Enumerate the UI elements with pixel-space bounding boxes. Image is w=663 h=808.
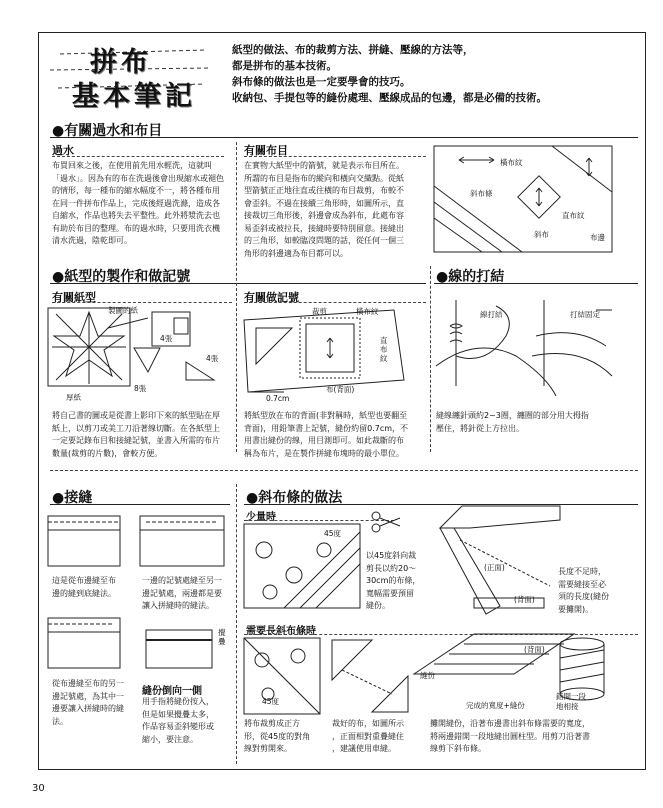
sewing-cap3 bbox=[52, 678, 124, 728]
section-heading-sewing: ●接縫 bbox=[52, 490, 93, 506]
label-allowance: 0.7cm bbox=[266, 394, 290, 403]
text-line: 裁好的布，如圖所示 bbox=[332, 719, 404, 728]
text-line: 攤開縫份，沿著布邊書出斜布條需要的寬度， bbox=[430, 719, 590, 728]
label-weft-2: 橫布紋 bbox=[356, 307, 379, 316]
sewing-diagrams bbox=[48, 510, 230, 570]
label-warp-2: 直布紋 bbox=[380, 336, 388, 363]
intro-line: 紙型的做法、布的裁剪方法、拼縫、壓線的方法等， bbox=[232, 44, 474, 56]
text-line: 布買回來之後，在使用前先用水輕洗，這就叫 bbox=[52, 161, 212, 170]
intro-text bbox=[232, 42, 632, 106]
label-front: (正面) bbox=[484, 563, 505, 572]
subheading-marking: 有關做記號 bbox=[244, 291, 299, 304]
label-knot-fix: 打結固定 bbox=[570, 310, 600, 319]
text-line: 這是從布邊縫至布 bbox=[52, 576, 116, 585]
bias-square-fabric bbox=[244, 638, 324, 716]
label-warp: 直布紋 bbox=[562, 211, 585, 220]
text-line: ，建議使用車縫。 bbox=[332, 744, 396, 753]
intro-line: 收納包、手提包等的縫份處理、壓線成品的包邊，都是必備的技術。 bbox=[232, 92, 547, 104]
grain-text bbox=[244, 160, 404, 260]
label-weft: 橫布紋 bbox=[500, 158, 523, 167]
text-line: 易歪斜或被拉長，接縫時要特別留意。接縫出 bbox=[244, 223, 404, 233]
bias-cap1 bbox=[366, 550, 420, 613]
template-text bbox=[52, 410, 220, 460]
column-divider bbox=[430, 266, 431, 452]
label-45deg: 45度 bbox=[324, 529, 342, 538]
text-line: 作品容易歪斜變形或 bbox=[142, 722, 214, 731]
text-line: 壓住，將針從上方拉出。 bbox=[436, 423, 524, 433]
text-line: 將兩邊錯開一段地縫出圓柱型。用剪刀沿著書 bbox=[430, 731, 590, 741]
subheading-grain: 有關布目 bbox=[244, 144, 288, 157]
divider bbox=[244, 302, 426, 303]
label-overlap: 攪疊 bbox=[218, 628, 226, 646]
scissors-icon bbox=[370, 508, 410, 538]
text-line: 的三角形，如較臨沒問題的話，從任何一個三 bbox=[244, 236, 404, 245]
label-8-pieces: 8張 bbox=[134, 384, 147, 393]
section-separator bbox=[50, 470, 638, 471]
soaking-text bbox=[52, 160, 224, 248]
section-heading-knot: ●線的打結 bbox=[436, 269, 505, 285]
bias-cap4 bbox=[332, 718, 404, 756]
label-allowance-2: 縫份 bbox=[420, 671, 435, 680]
text-line: 紙上，以剪刀或美工刀沿著線切斷。在各紙型上 bbox=[52, 423, 220, 433]
label-back-2: (背面) bbox=[524, 645, 545, 654]
text-line: 地相接 bbox=[556, 702, 579, 711]
text-line: 邊的縫到底縫法。 bbox=[52, 588, 116, 598]
text-line: 清水洗過，陰乾即可。 bbox=[52, 236, 132, 245]
text-line: 在同一件拼布作品上，完成後經過洗滌，造成各 bbox=[52, 198, 220, 208]
text-line: 自縮水，作品也將失去平整性。此外將漿洗去也 bbox=[52, 211, 220, 220]
text-line: 稱為布片，是在製作拼縫布塊時的最小單位。 bbox=[244, 448, 404, 458]
text-line: 讓入拼縫時的縫法。 bbox=[142, 601, 214, 610]
bias-triangles bbox=[332, 640, 412, 716]
text-line: 須的長度(縫份 bbox=[558, 592, 610, 601]
label-45deg-2: 45度 bbox=[262, 697, 280, 706]
text-line: 邊記號處，兩邊都是要 bbox=[142, 588, 222, 598]
text-line: 數量(裁剪的片數)，會較方便。 bbox=[52, 448, 163, 458]
column-divider bbox=[236, 484, 237, 764]
text-line: 接裁切三角形後，斜邊會成為斜布，此處布容 bbox=[244, 211, 404, 220]
text-line: 所謂的布目是指布的縱向和橫向交織點。從紙 bbox=[244, 173, 404, 183]
label-drawing-paper: 製圖的紙 bbox=[108, 306, 138, 315]
text-line: 錯開一段 bbox=[556, 692, 586, 701]
text-line: 線對剪開來。 bbox=[244, 744, 292, 753]
text-line: 形，從45度的對角 bbox=[244, 731, 311, 741]
sewing-diagrams-2 bbox=[48, 612, 230, 672]
divider bbox=[52, 156, 224, 157]
bias-fabric-small bbox=[244, 520, 364, 610]
subheading-soaking: 過水 bbox=[52, 144, 74, 157]
divider bbox=[52, 302, 232, 303]
text-line: 長度不足時， bbox=[558, 567, 606, 576]
sewing-cap4 bbox=[142, 696, 214, 746]
text-line: 線剪下斜布條。 bbox=[430, 744, 486, 753]
text-line: ，正面相對重疊縫住 bbox=[332, 731, 404, 741]
text-line: 用手指將縫份按入， bbox=[142, 697, 214, 706]
intro-line: 斜布條的做法也是一定要學會的技巧。 bbox=[232, 76, 411, 88]
title-block bbox=[50, 40, 210, 112]
label-4-pieces-2: 4張 bbox=[206, 354, 219, 363]
label-offset bbox=[556, 692, 586, 712]
intro-line: 都是拼布的基本技術。 bbox=[232, 60, 337, 72]
text-line: 邊要讓入拼縫時的縫 bbox=[52, 704, 124, 713]
label-selvage: 布邊 bbox=[590, 233, 605, 242]
section-heading-bias: ●斜布條的做法 bbox=[246, 490, 343, 506]
text-line: 一邊的記號處縫至另一 bbox=[142, 576, 222, 585]
text-line: 在實物大紙型中的箭號，就是表示布目所在。 bbox=[244, 161, 404, 170]
text-line: 「過水」。因為有的布在洗過後會出現縮水或褪色 bbox=[52, 173, 224, 183]
section-heading-soaking: ●有關過水和布目 bbox=[52, 123, 163, 139]
label-bias: 斜布 bbox=[534, 230, 549, 239]
text-line: 但是如果攪疊太多， bbox=[142, 709, 214, 719]
label-thick-paper: 厚紙 bbox=[66, 393, 81, 402]
text-line: 背面)，用鉛筆書上記號，縫份約留0.7cm，不 bbox=[244, 423, 409, 433]
text-line: 角形的斜邊適為布目都可以。 bbox=[244, 248, 348, 258]
subheading-press-side: 縫份倒向一側 bbox=[142, 686, 202, 697]
bias-join-diagram bbox=[440, 506, 560, 616]
text-line: 需要縫接至必 bbox=[558, 579, 606, 589]
label-4-pieces: 4張 bbox=[160, 334, 173, 343]
label-cut: 裁剪 bbox=[312, 307, 327, 316]
text-line: 將布裁剪成正方 bbox=[244, 719, 300, 728]
text-line: 會歪斜。不過在接續三角形時，如圖所示，直 bbox=[244, 198, 404, 208]
text-line: 從布邊縫至布的另一 bbox=[52, 679, 124, 688]
text-line: 寬幅需要預留 bbox=[366, 588, 414, 598]
label-back: (背面) bbox=[514, 595, 535, 604]
marking-text bbox=[244, 410, 408, 460]
text-line: 用書出縫份的線，用目測即可。如此裁斷的布 bbox=[244, 436, 404, 445]
text-line: 將自己書的圖或是從書上影印下來的紙型貼在厚 bbox=[52, 411, 220, 420]
section-heading-template: ●紙型的製作和做記號 bbox=[52, 269, 191, 285]
text-line: 30cm的布條， bbox=[366, 576, 421, 585]
text-line: 法。 bbox=[52, 716, 68, 726]
text-line: 一定要記錄布目和接縫記號，並書入所需的布片 bbox=[52, 436, 220, 445]
divider bbox=[244, 156, 426, 157]
bias-cap2 bbox=[558, 566, 609, 616]
text-line: 邊記號處，為其中一 bbox=[52, 691, 124, 701]
bias-cap3 bbox=[244, 718, 310, 756]
text-line: 縫份。 bbox=[366, 601, 390, 610]
text-line: 縮小，要注意。 bbox=[142, 734, 198, 744]
text-line: 以45度斜向裁 bbox=[366, 551, 417, 560]
text-line: 將紙型放在布的背面(非對稱時，紙型也要翻至 bbox=[244, 411, 408, 420]
bias-cap5 bbox=[430, 718, 590, 756]
text-line: 剪長以約20～ bbox=[366, 563, 417, 573]
grain-diagram bbox=[434, 146, 614, 254]
title-line1: 拼布 bbox=[90, 47, 152, 78]
text-line: 有助於布目的整理。布的過水時，只要用洗衣機 bbox=[52, 223, 220, 233]
knot-text bbox=[436, 410, 589, 435]
text-line: 的情形，每一種布的縮水幅度不一，將各種布用 bbox=[52, 186, 220, 195]
column-divider bbox=[236, 142, 237, 452]
label-bias-strip: 斜布條 bbox=[470, 189, 493, 198]
text-line: 縫線纏針頭約2~3圈，纏圈的部分用大拇指 bbox=[436, 411, 589, 420]
subheading-small-amount: 少量時 bbox=[246, 512, 276, 523]
sewing-cap2 bbox=[142, 575, 222, 613]
label-fabric-back: 布(背面) bbox=[326, 385, 355, 394]
text-line: 要攤開)。 bbox=[558, 604, 594, 614]
subheading-template: 有關紙型 bbox=[52, 291, 96, 304]
text-line: 型箭號正正地往直或往橫的布目裁剪，布較不 bbox=[244, 186, 404, 195]
label-finished-width: 完成的寬度+縫份 bbox=[466, 701, 525, 710]
page-number: 30 bbox=[32, 783, 45, 794]
title-line2: 基本筆記 bbox=[72, 81, 196, 112]
sewing-cap1 bbox=[52, 575, 116, 600]
label-knot: 線打結 bbox=[480, 310, 503, 319]
subheading-long: 需要長斜布條時 bbox=[246, 626, 316, 637]
